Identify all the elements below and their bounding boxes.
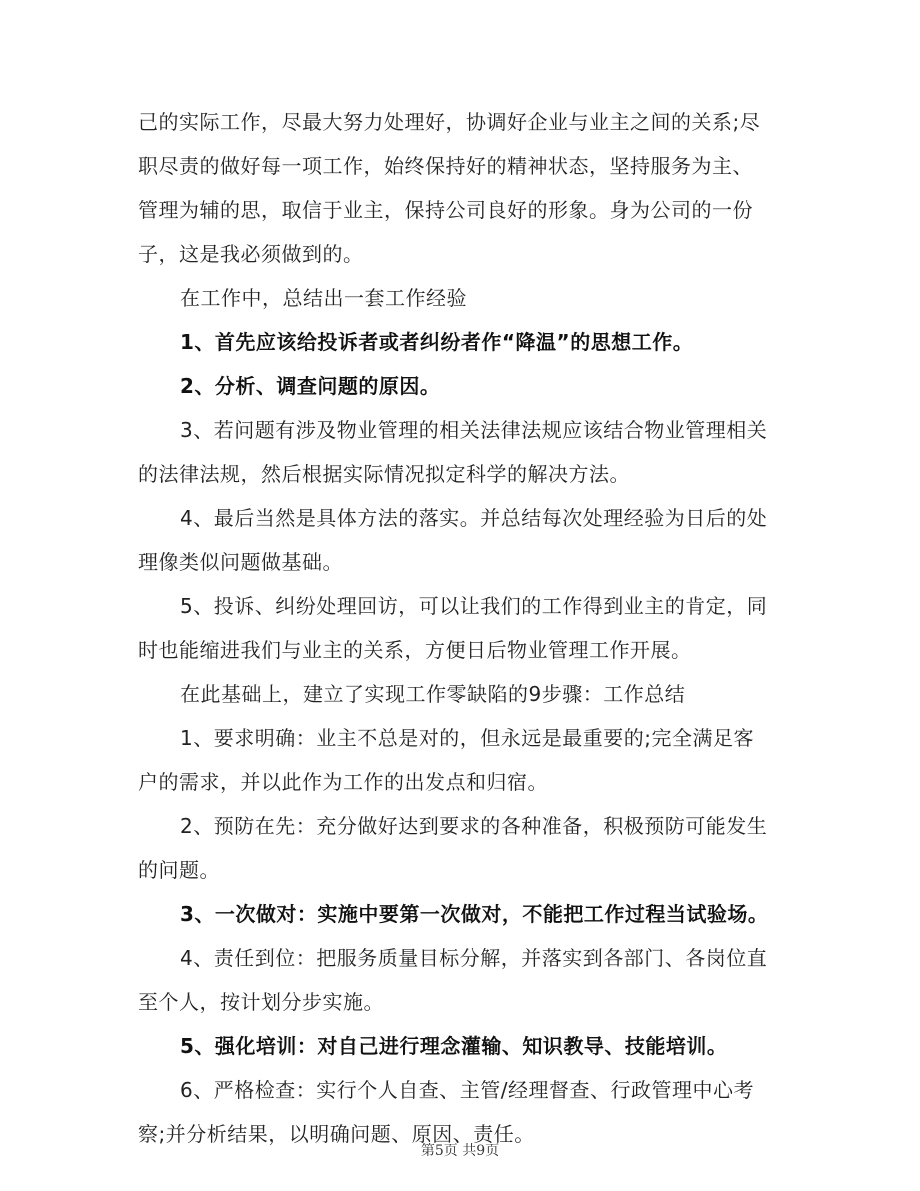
text-line: 4、责任到位：把服务质量目标分解，并落实到各部门、各岗位直 [180,946,768,970]
text-line: 1、要求明确：业主不总是对的，但永远是最重要的;完全满足客 [180,726,754,750]
text-line: 至个人，按计划分步实施。 [138,990,384,1014]
text-line: 5、强化培训：对自己进行理念灌输、知识教导、技能培训。 [180,1034,728,1058]
text-line: 2、分析、调查问题的原因。 [180,374,441,398]
text-line: 的问题。 [138,858,220,882]
text-line: 管理为辅的思，取信于业主，保持公司良好的形象。身为公司的一份 [138,198,753,222]
document-body [138,100,788,1156]
text-line: 6、严格检查：实行个人自查、主管/经理督查、行政管理中心考 [180,1078,754,1102]
text-line: 2、预防在先：充分做好达到要求的各种准备，积极预防可能发生 [180,814,768,838]
text-line: 子，这是我必须做到的。 [138,242,364,266]
text-line: 4、最后当然是具体方法的落实。并总结每次处理经验为日后的处 [180,506,768,530]
text-line: 己的实际工作，尽最大努力处理好，协调好企业与业主之间的关系;尽 [138,110,761,134]
text-line: 理像类似问题做基础。 [138,550,343,574]
text-line: 在工作中，总结出一套工作经验 [180,286,467,310]
text-line: 在此基础上，建立了实现工作零缺陷的9步骤：工作总结 [180,682,686,706]
page-number: 第5页 共9页 [420,1143,500,1159]
text-line: 5、投诉、纠纷处理回访，可以让我们的工作得到业主的肯定，同 [180,594,768,618]
text-line: 1、首先应该给投诉者或者纠纷者作“降温”的思想工作。 [180,330,694,354]
text-line: 时也能缩进我们与业主的关系，方便日后物业管理工作开展。 [138,638,692,662]
text-line: 3、一次做对：实施中要第一次做对，不能把工作过程当试验场。 [180,902,769,926]
text-line: 户的需求，并以此作为工作的出发点和归宿。 [138,770,548,794]
text-line: 察;并分析结果，以明确问题、原因、责任。 [138,1122,535,1146]
text-line: 3、若问题有涉及物业管理的相关法律法规应该结合物业管理相关 [180,418,768,442]
text-line: 的法律法规，然后根据实际情况拟定科学的解决方法。 [138,462,630,486]
text-line: 职尽责的做好每一项工作，始终保持好的精神状态，坚持服务为主、 [138,154,753,178]
